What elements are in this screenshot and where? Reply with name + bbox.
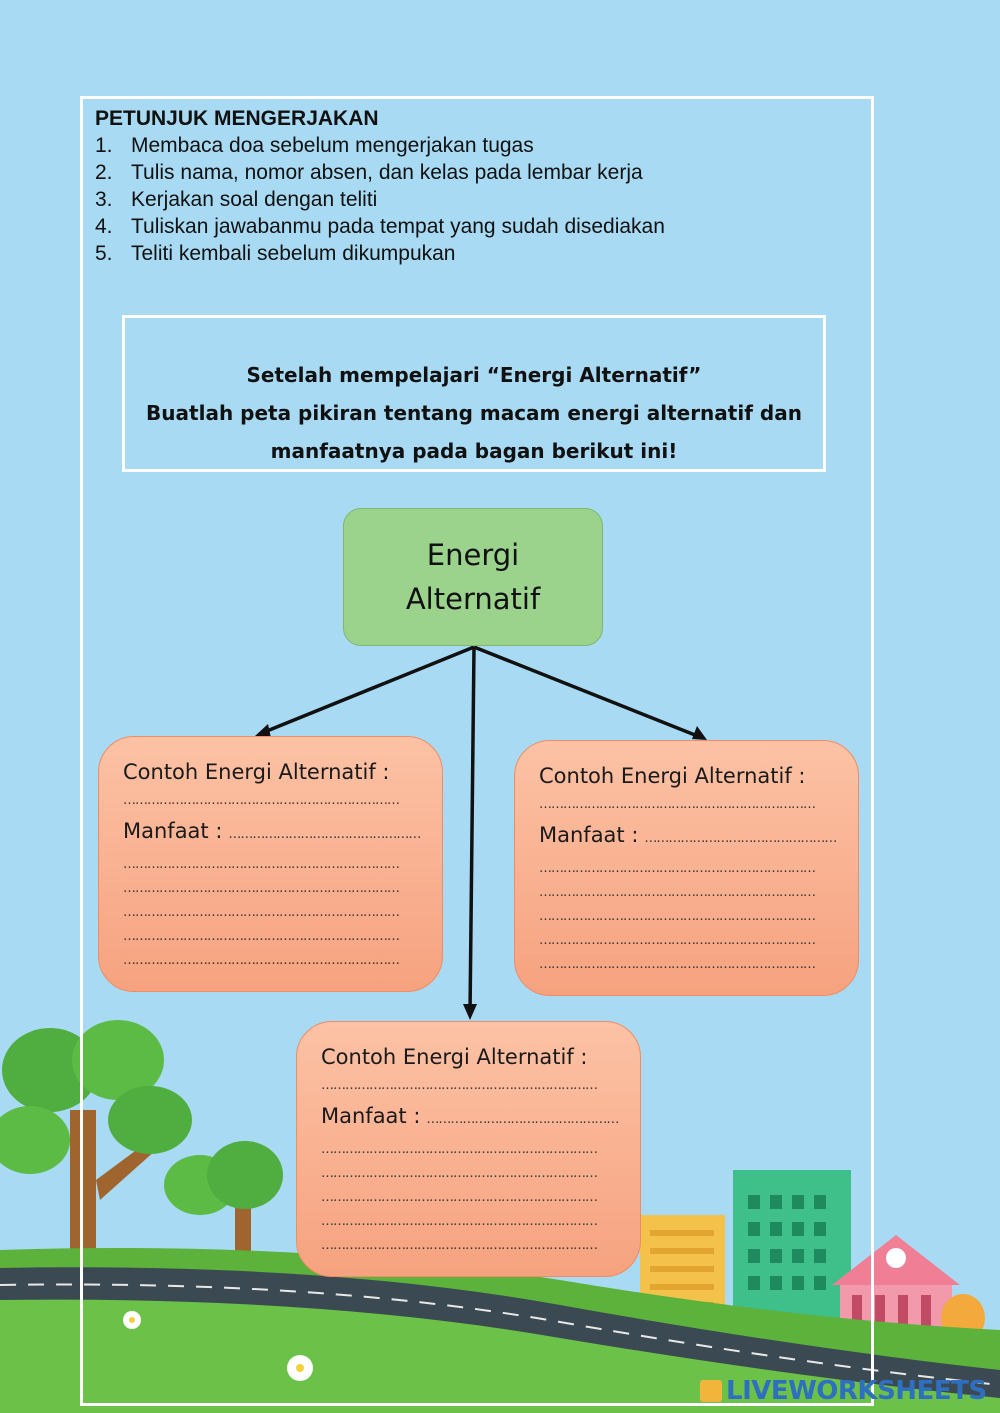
benefit-row xyxy=(123,813,420,853)
benefit-label: Manfaat : xyxy=(539,823,639,847)
instruction-item: 4. Tuliskan jawabanmu pada tempat yang sudah disediakan xyxy=(95,215,665,238)
example-label: Contoh Energi Alternatif : xyxy=(123,760,390,784)
benefit-answer-line[interactable]: …………………………………………………………… xyxy=(123,953,399,968)
benefit-answer-line[interactable]: …………………………………………………………… xyxy=(123,881,399,896)
benefit-answer-line[interactable]: …………………………………………………………… xyxy=(321,1166,597,1181)
answer-node-bottom xyxy=(296,1021,641,1277)
benefit-label: Manfaat : xyxy=(321,1104,421,1128)
benefit-answer-line[interactable]: …………………………………………………………… xyxy=(539,957,815,972)
instructions-list xyxy=(95,132,855,267)
benefit-answer-line[interactable]: …………………………………………………………… xyxy=(321,1142,597,1157)
instruction-item: 3. Kerjakan soal dengan teliti xyxy=(95,188,378,211)
answer-node-right xyxy=(514,740,859,996)
benefit-answer-line[interactable]: …………………………………………………………… xyxy=(321,1190,597,1205)
benefit-answer-line[interactable]: …………………………………………………………… xyxy=(123,905,399,920)
task-line: manfaatnya pada bagan berikut ini! xyxy=(270,439,678,463)
root-label: Alternatif xyxy=(405,582,541,616)
answer-node-left xyxy=(98,736,443,992)
benefit-answer-line[interactable]: ………………………………………… xyxy=(644,831,836,846)
example-answer-line[interactable]: …………………………………………………………… xyxy=(123,793,399,808)
instructions-title: PETUNJUK MENGERJAKAN xyxy=(95,107,379,130)
benefit-answer-line[interactable]: …………………………………………………………… xyxy=(321,1214,597,1229)
example-answer-line[interactable]: …………………………………………………………… xyxy=(539,797,815,812)
benefit-answer-line[interactable]: …………………………………………………………… xyxy=(123,857,399,872)
task-line: Buatlah peta pikiran tentang macam energi alternatif dan xyxy=(146,401,802,425)
benefit-row xyxy=(539,817,836,857)
instructions-section xyxy=(95,106,855,267)
root-label: Energi xyxy=(426,538,520,572)
benefit-answer-line[interactable]: …………………………………………………………… xyxy=(539,933,815,948)
logo-icon xyxy=(700,1380,722,1402)
benefit-answer-line[interactable]: …………………………………………………………… xyxy=(539,885,815,900)
benefit-label: Manfaat : xyxy=(123,819,223,843)
example-answer-line[interactable]: …………………………………………………………… xyxy=(321,1078,597,1093)
benefit-answer-line[interactable]: …………………………………………………………… xyxy=(123,929,399,944)
benefit-answer-line[interactable]: …………………………………………………………… xyxy=(539,861,815,876)
instruction-item: 2. Tulis nama, nomor absen, dan kelas pada lembar kerja xyxy=(95,161,643,184)
instruction-item: 5. Teliti kembali sebelum dikumpukan xyxy=(95,242,456,265)
task-line: Setelah mempelajari “Energi Alternatif” xyxy=(246,363,702,387)
logo-text: LIVEWORKSHEETS xyxy=(726,1376,987,1406)
example-label: Contoh Energi Alternatif : xyxy=(539,764,806,788)
task-box xyxy=(122,315,826,472)
liveworksheets-logo xyxy=(700,1376,987,1406)
instruction-item: 1. Membaca doa sebelum mengerjakan tugas xyxy=(95,134,534,157)
benefit-row xyxy=(321,1098,618,1138)
benefit-answer-line[interactable]: …………………………………………………………… xyxy=(321,1238,597,1253)
benefit-answer-line[interactable]: …………………………………………………………… xyxy=(539,909,815,924)
example-label: Contoh Energi Alternatif : xyxy=(321,1045,588,1069)
mindmap-root-node xyxy=(343,508,603,646)
benefit-answer-line[interactable]: ………………………………………… xyxy=(228,827,420,842)
benefit-answer-line[interactable]: ………………………………………… xyxy=(426,1112,618,1127)
